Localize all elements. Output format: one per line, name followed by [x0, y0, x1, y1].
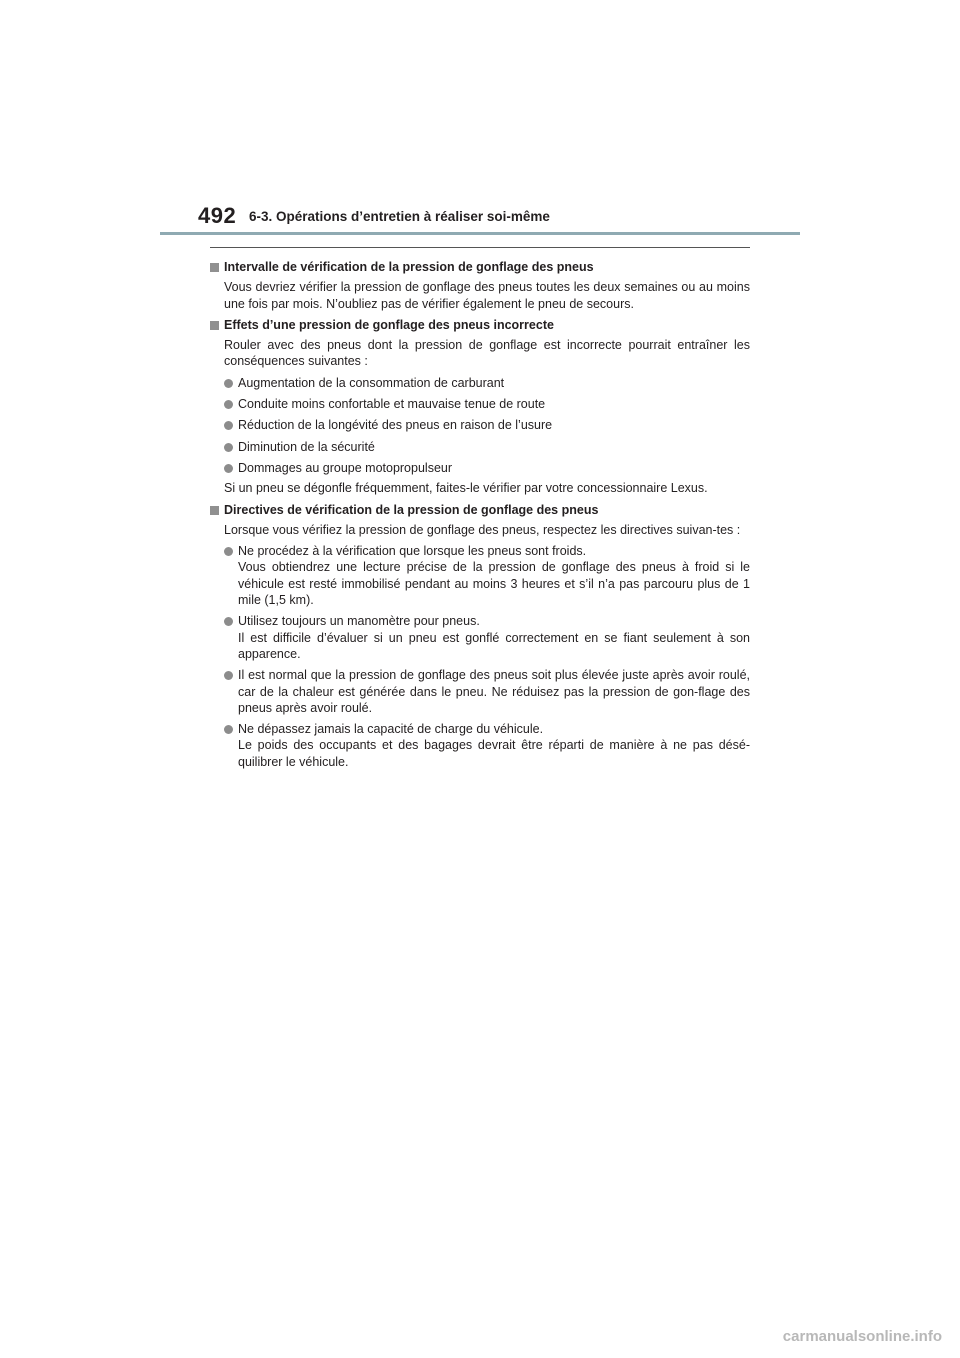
paragraph: Vous devriez vérifier la pression de gonflage des pneus toutes les deux semaines ou au moins une fois par mois. N’oubliez pas de vérifier également le pneu de secours. — [224, 280, 750, 311]
list-item-text: Diminution de la sécurité — [238, 439, 375, 454]
list-item-text: Augmentation de la consommation de carburant — [238, 375, 505, 390]
list-item-text: Réduction de la longévité des pneus en raison de l’usure — [238, 418, 553, 433]
section-heading — [210, 317, 750, 333]
list-item-title: Utilisez toujours un manomètre pour pneus. — [238, 614, 480, 629]
square-bullet-icon — [210, 321, 219, 330]
circle-bullet-icon — [224, 421, 233, 430]
circle-bullet-icon — [224, 443, 233, 452]
list-item-text: Dommages au groupe motopropulseur — [238, 460, 453, 475]
main-content — [210, 259, 750, 770]
section-heading — [210, 502, 750, 518]
paragraph: Lorsque vous vérifiez la pression de gonflage des pneus, respectez les directives suivan-tes : — [224, 522, 741, 537]
list-item — [224, 375, 750, 391]
list-item — [224, 417, 750, 433]
square-bullet-icon — [210, 263, 219, 272]
circle-bullet-icon — [224, 617, 233, 626]
watermark: carmanualsonline.info — [782, 1328, 942, 1345]
circle-bullet-icon — [224, 379, 233, 388]
header-rule — [160, 232, 800, 235]
list-item-body: Il est difficile d’évaluer si un pneu est gonflé correctement en se fiant seulement à son apparence. — [238, 630, 750, 661]
content-rule — [210, 247, 750, 248]
list-item-title: Ne dépassez jamais la capacité de charge du véhicule. — [238, 722, 544, 737]
heading-text: Effets d’une pression de gonflage des pneus incorrecte — [224, 317, 554, 332]
list-item — [224, 667, 750, 716]
list-item-text: Conduite moins confortable et mauvaise tenue de route — [238, 397, 546, 412]
list-item — [224, 721, 750, 770]
circle-bullet-icon — [224, 400, 233, 409]
circle-bullet-icon — [224, 464, 233, 473]
section-heading — [210, 259, 750, 275]
heading-text: Intervalle de vérification de la pression de gonflage des pneus — [224, 260, 594, 274]
list-item — [224, 396, 750, 412]
list-item-title: Il est normal que la pression de gonflage des pneus soit plus élevée juste après avoir roulé, car de la chaleur est générée dans le pneu. Ne réduisez pas la pression de gon-flage des pneus après avoir roulé. — [238, 668, 750, 715]
circle-bullet-icon — [224, 671, 233, 680]
list-item — [224, 543, 750, 608]
list-item-body: Le poids des occupants et des bagages devrait être réparti de manière à ne pas désé-quilibrer le véhicule. — [238, 738, 750, 769]
paragraph: Si un pneu se dégonfle fréquemment, faites-le vérifier par votre concessionnaire Lexus. — [224, 481, 708, 496]
list-item-title: Ne procédez à la vérification que lorsque les pneus sont froids. — [238, 544, 587, 559]
list-item — [224, 613, 750, 662]
heading-text: Directives de vérification de la pression de gonflage des pneus — [224, 502, 599, 517]
list-item — [224, 460, 750, 476]
circle-bullet-icon — [224, 547, 233, 556]
list-item-body: Vous obtiendrez une lecture précise de la pression de gonflage des pneus à froid si le véhicule est resté immobilisé pendant au moins 3 heures et s’il n’a pas parcouru plus de 1 mile (1,5 km). — [238, 560, 750, 608]
page-number: 492 — [198, 203, 237, 228]
section-title: 6-3. Opérations d’entretien à réaliser soi-même — [249, 209, 550, 224]
circle-bullet-icon — [224, 725, 233, 734]
list-item — [224, 439, 750, 455]
square-bullet-icon — [210, 506, 219, 515]
paragraph: Rouler avec des pneus dont la pression de gonflage est incorrecte pourrait entraîner les conséquences suivantes : — [224, 338, 750, 369]
